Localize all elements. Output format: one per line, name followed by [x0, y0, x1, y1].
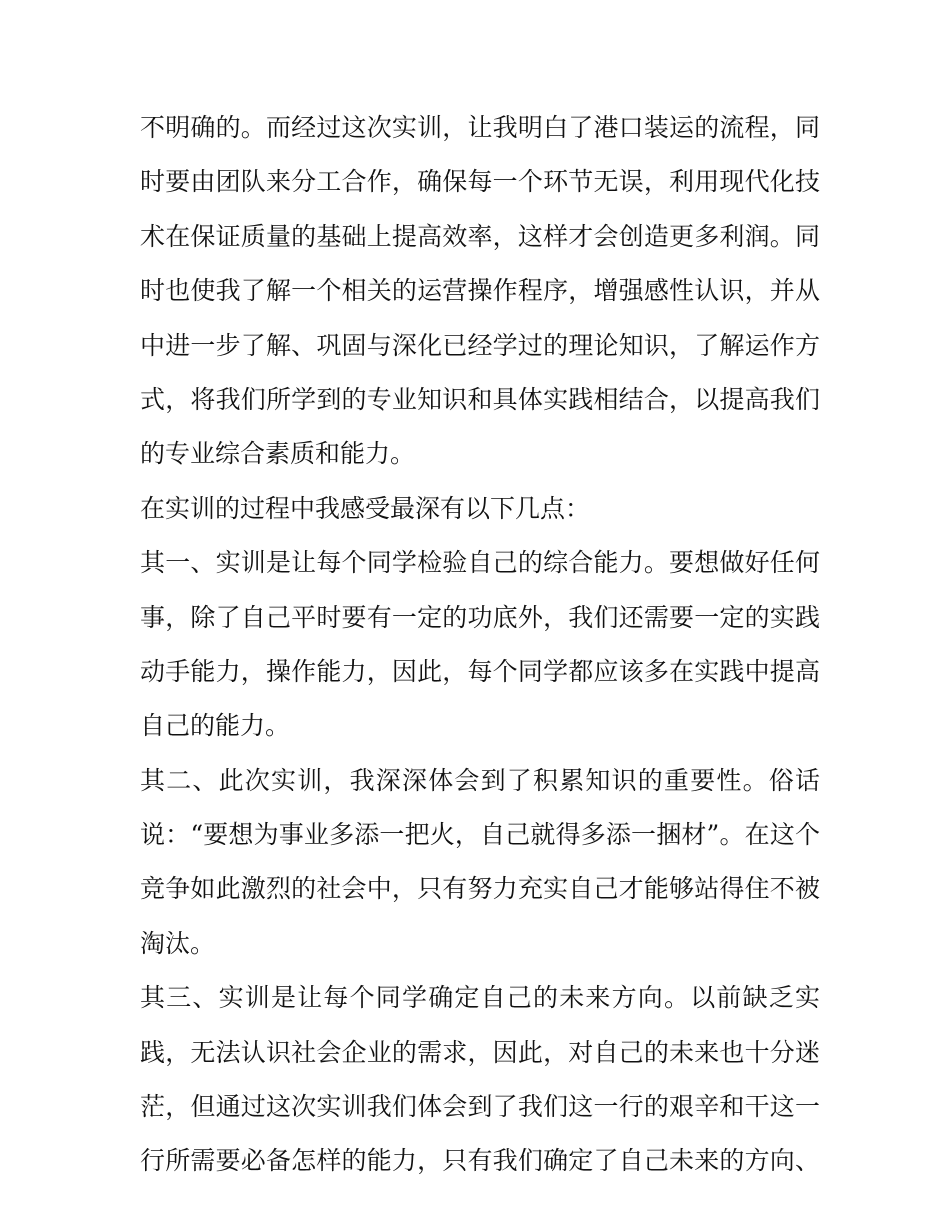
text-line: 时要由团队来分工合作，确保每一个环节无误，利用现代化技 — [140, 167, 820, 197]
paragraph-point-two — [140, 754, 820, 972]
text-line: 其三、实训是让每个同学确定自己的未来方向。以前缺乏实 — [140, 983, 820, 1013]
paragraph-point-three — [140, 971, 820, 1189]
text-line: 术在保证质量的基础上提高效率，这样才会创造更多利润。同 — [140, 221, 820, 251]
text-line: 在实训的过程中我感受最深有以下几点： — [140, 493, 591, 523]
text-line: 事，除了自己平时要有一定的功底外，我们还需要一定的实践 — [140, 602, 820, 632]
text-line: 式，将我们所学到的专业知识和具体实践相结合，以提高我们 — [140, 384, 820, 414]
text-line: 时也使我了解一个相关的运营操作程序，增强感性认识，并从 — [140, 276, 820, 306]
paragraph-intro-conclusion — [140, 101, 820, 482]
text-line: 淘汰。 — [140, 928, 216, 958]
text-line: 行所需要必备怎样的能力，只有我们确定了自己未来的方向、 — [140, 1146, 820, 1176]
text-line: 其一、实训是让每个同学检验自己的综合能力。要想做好任何 — [140, 548, 820, 578]
text-line: 自己的能力。 — [140, 711, 291, 741]
text-line: 践，无法认识社会企业的需求，因此，对自己的未来也十分迷 — [140, 1037, 820, 1067]
text-line: 茫，但通过这次实训我们体会到了我们这一行的艰辛和干这一 — [140, 1092, 820, 1122]
document-body — [140, 101, 820, 1189]
text-line: 的专业综合素质和能力。 — [140, 439, 416, 469]
text-line: 不明确的。而经过这次实训，让我明白了港口装运的流程，同 — [140, 113, 820, 142]
paragraph-point-one — [140, 536, 820, 754]
text-line: 其二、此次实训，我深深体会到了积累知识的重要性。俗话 — [140, 765, 820, 795]
text-line: 中进一步了解、巩固与深化已经学过的理论知识，了解运作方 — [140, 330, 820, 360]
paragraph-points-heading — [140, 482, 820, 536]
text-line: 竞争如此激烈的社会中，只有努力充实自己才能够站得住不被 — [140, 874, 820, 904]
text-line: 说：“要想为事业多添一把火，自己就得多添一捆材”。在这个 — [140, 820, 820, 850]
text-line: 动手能力，操作能力，因此，每个同学都应该多在实践中提高 — [140, 656, 820, 686]
